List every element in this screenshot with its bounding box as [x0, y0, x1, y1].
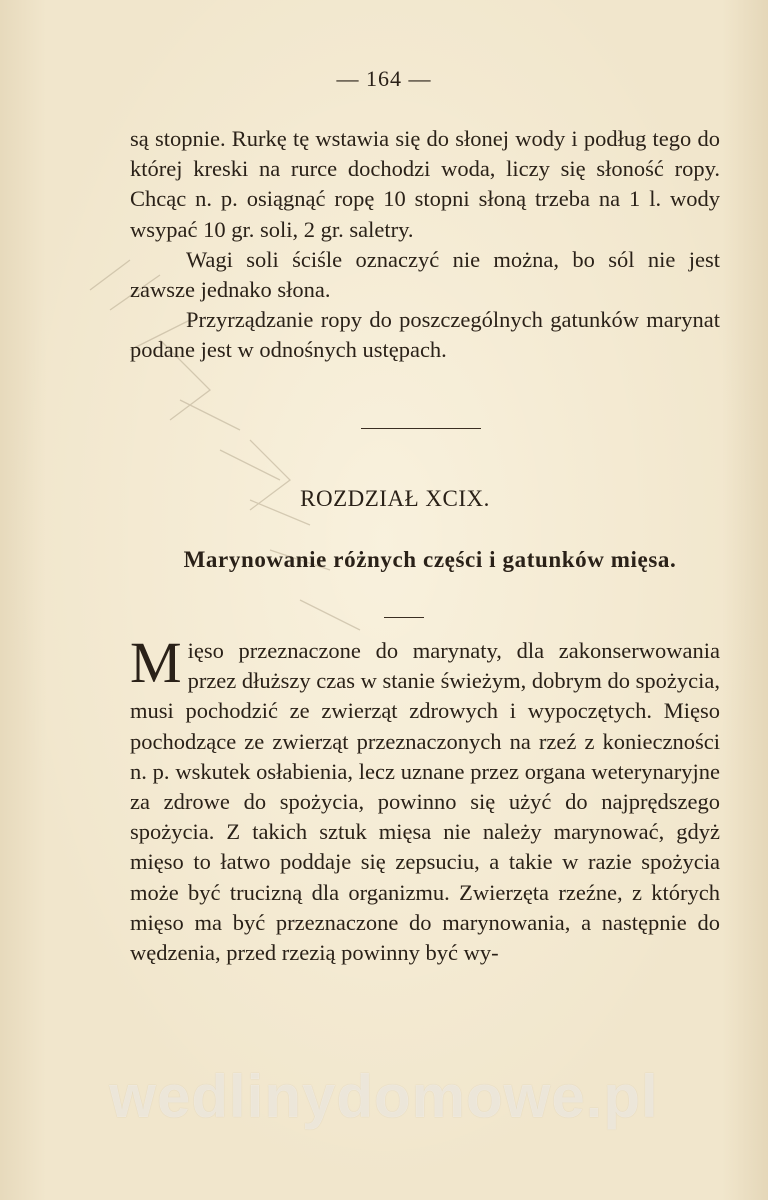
paragraph-body: ięso przeznaczone do marynaty, dla zakonserwowania przez dłuższy czas w stanie świeżym, dobrym do spożycia, musi pochodzić ze zwierząt zdrowych i wypoczętych. Mięso pochodzące ze zwierząt przeznaczonych na rzeź z konieczności n. p. wskutek osłabienia, lecz uznane przez organa weterynaryjne za zdrowe do spożycia, powinno się użyć do najprędszego spożycia. Z takich sztuk mięsa nie należy marynować, gdyż mięso to łatwo poddaje się zepsuciu, a takie w razie spożycia może być trucizną dla organizmu. Zwierzęta rzeźne, z których mięso ma być przeznaczone do marynowania, a następnie do wędzenia, przed rzezią powinny być wy-: [130, 638, 720, 966]
paragraph-meat-marinating: [130, 630, 720, 968]
top-text-block: [130, 124, 720, 366]
paragraph-salt-weight: Wagi soli ściśle oznaczyć nie można, bo sól nie jest zawsze jednako słona.: [130, 246, 720, 303]
section-divider: [361, 428, 481, 429]
main-text-block: [130, 630, 720, 968]
watermark: wedlinydomowe.pl: [109, 1063, 659, 1130]
title-underline: [384, 617, 424, 618]
section-title: Marynowanie różnych części i gatunków mięsa.: [183, 547, 677, 572]
drop-cap: M: [130, 630, 182, 695]
paragraph-brine-preparation: Przyrządzanie ropy do poszczególnych gatunków marynat podane jest w odnośnych ustępach.: [130, 307, 720, 363]
chapter-heading: ROZDZIAŁ XCIX.: [300, 486, 490, 511]
paragraph-continuation: są stopnie. Rurkę tę wstawia się do słonej wody i podług tego do której kreski na rurce dochodzi woda, liczy się słoność ropy. Chcąc n. p. osiągnąć ropę 10 stopni słoną trzeba na 1 l. wody wsypać 10 gr. soli, 2 gr. saletry.: [130, 126, 720, 242]
page-number: — 164 —: [336, 66, 432, 91]
